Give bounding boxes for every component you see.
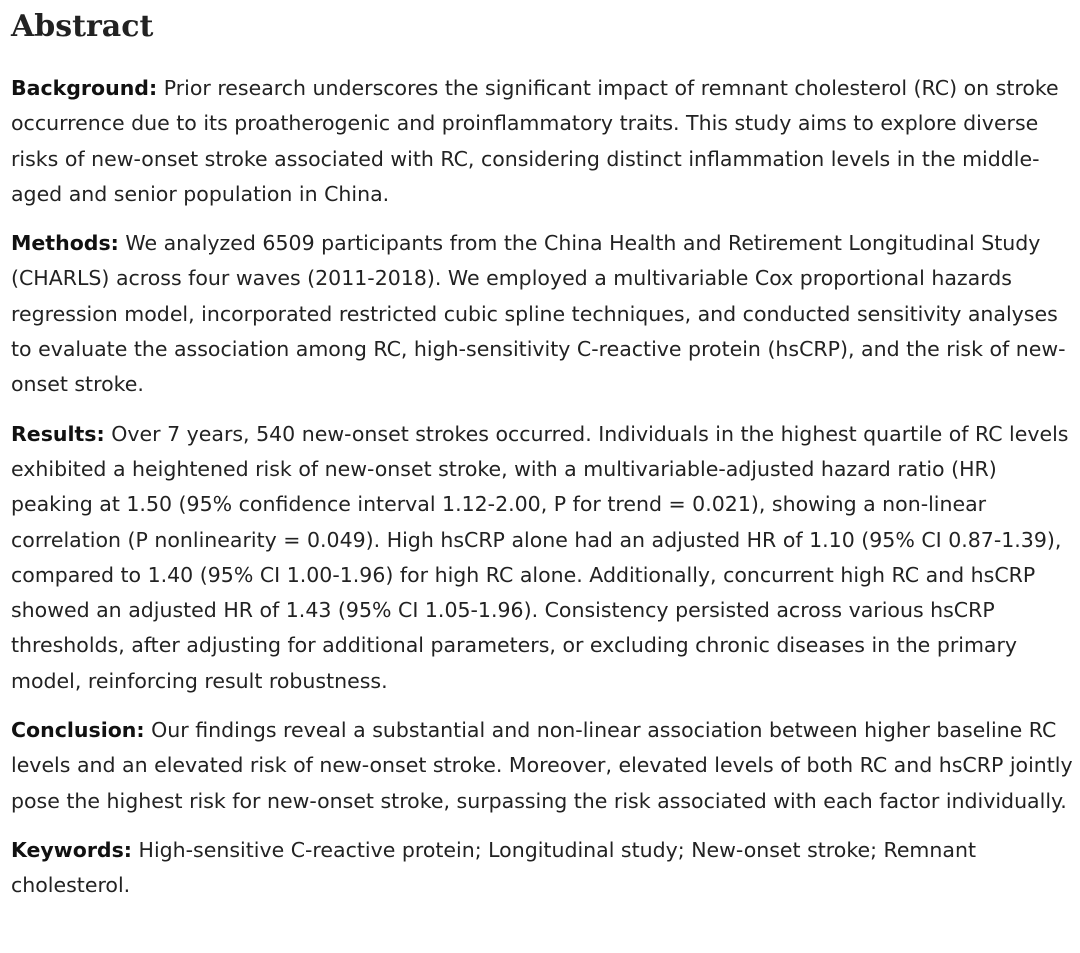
keywords-label: Keywords: xyxy=(11,837,132,862)
conclusion-text: Our findings reveal a substantial and non-linear association between higher baseline RC levels and an elevated risk of new-onset stroke. Moreover, elevated levels of both RC and hsCRP jointly pose the highest risk for new-onset stroke, surpassing the risk associated with each factor individually. xyxy=(11,718,1073,813)
results-label: Results: xyxy=(11,421,105,446)
background-paragraph xyxy=(11,71,1076,212)
abstract-heading: Abstract xyxy=(11,9,154,44)
methods-text: We analyzed 6509 participants from the China Health and Retirement Longitudinal Study (CHARLS) across four waves (2011-2018). We employed a multivariable Cox proportional hazards regression model, incorporated restricted cubic spline techniques, and conducted sensitivity analyses to evaluate the association among RC, high-sensitivity C-reactive protein (hsCRP), and the risk of new-onset stroke. xyxy=(11,231,1066,397)
results-text: Over 7 years, 540 new-onset strokes occurred. Individuals in the highest quartile of RC levels exhibited a heightened risk of new-onset stroke, with a multivariable-adjusted hazard ratio (HR) peaking at 1.50 (95% confidence interval 1.12-2.00, P for trend = 0.021), showing a non-linear correlation (P nonlinearity = 0.049). High hsCRP alone had an adjusted HR of 1.10 (95% CI 0.87-1.39), compared to 1.40 (95% CI 1.00-1.96) for high RC alone. Additionally, concurrent high RC and hsCRP showed an adjusted HR of 1.43 (95% CI 1.05-1.96). Consistency persisted across various hsCRP thresholds, after adjusting for additional parameters, or excluding chronic diseases in the primary model, reinforcing result robustness. xyxy=(11,421,1069,693)
methods-label: Methods: xyxy=(11,231,119,256)
methods-paragraph xyxy=(11,226,1076,402)
conclusion-paragraph xyxy=(11,713,1076,819)
conclusion-label: Conclusion: xyxy=(11,718,145,743)
background-label: Background: xyxy=(11,76,158,100)
results-paragraph xyxy=(11,417,1076,699)
keywords-paragraph xyxy=(11,833,1076,904)
background-text: Prior research underscores the significant impact of remnant cholesterol (RC) on stroke occurrence due to its proatherogenic and proinflammatory traits. This study aims to explore diverse risks of new-onset stroke associated with RC, considering distinct inflammation levels in the middle-aged and senior population in China. xyxy=(11,76,1059,206)
keywords-text: High-sensitive C-reactive protein; Longitudinal study; New-onset stroke; Remnant cholesterol. xyxy=(11,837,976,898)
